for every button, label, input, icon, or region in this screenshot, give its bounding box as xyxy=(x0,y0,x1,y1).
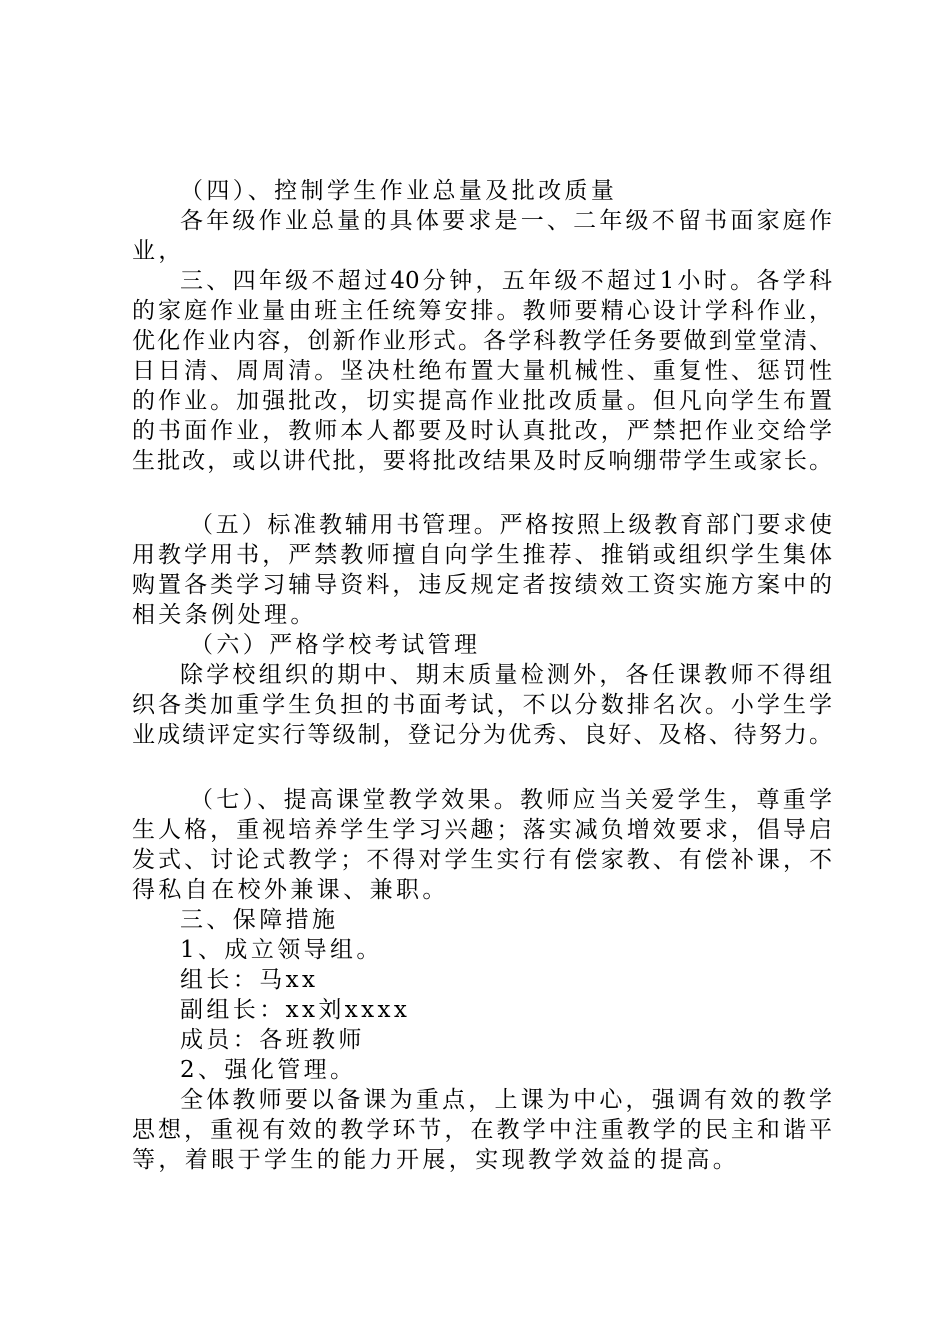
paragraph-line: 业， xyxy=(132,238,185,264)
paragraph-line: 业成绩评定实行等级制，登记分为优秀、良好、及格、待努力。 xyxy=(132,722,832,748)
leader-line: 组长：马xx xyxy=(180,967,319,993)
section-heading-5: （五）标准教辅用书管理。严格按照上级教育部门要求使 xyxy=(190,512,832,538)
section-heading-3: 三、保障措施 xyxy=(180,907,339,933)
paragraph-line: 用教学用书，严禁教师擅自向学生推荐、推销或组织学生集体 xyxy=(132,542,832,568)
paragraph-line: 生人格，重视培养学生学习兴趣；落实减负增效要求，倡导启 xyxy=(132,817,832,843)
section-heading-4: （四）、控制学生作业总量及批改质量 xyxy=(180,178,618,204)
list-item-1: 1、成立领导组。 xyxy=(180,937,383,963)
paragraph-line: 等，着眼于学生的能力开展，实现教学效益的提高。 xyxy=(132,1147,740,1173)
paragraph-line: 各年级作业总量的具体要求是一、二年级不留书面家庭作 xyxy=(180,208,832,234)
paragraph-line: 三、四年级不超过40分钟，五年级不超过1小时。各学科 xyxy=(180,268,832,294)
list-item-2: 2、强化管理。 xyxy=(180,1057,357,1083)
paragraph-line: 购置各类学习辅导资料，违反规定者按绩效工资实施方案中的 xyxy=(132,572,832,598)
paragraph-line: 思想，重视有效的教学环节，在教学中注重教学的民主和谐平 xyxy=(132,1117,832,1143)
section-heading-7: （七）、提高课堂教学效果。教师应当关爱学生，尊重学 xyxy=(190,787,832,813)
paragraph-line: 的书面作业，教师本人都要及时认真批改，严禁把作业交给学 xyxy=(132,418,832,444)
paragraph-line: 的作业。加强批改，切实提高作业批改质量。但凡向学生布置 xyxy=(132,388,832,414)
paragraph-line: 优化作业内容，创新作业形式。各学科教学任务要做到堂堂清、 xyxy=(132,328,832,354)
paragraph-line: 生批改，或以讲代批，要将批改结果及时反响绷带学生或家长。 xyxy=(132,448,832,474)
paragraph-line: 的家庭作业量由班主任统筹安排。教师要精心设计学科作业， xyxy=(132,298,832,324)
paragraph-line: 日日清、周周清。坚决杜绝布置大量机械性、重复性、惩罚性 xyxy=(132,358,832,384)
paragraph-line: 全体教师要以备课为重点，上课为中心，强调有效的教学 xyxy=(180,1087,832,1113)
paragraph-line: 除学校组织的期中、期末质量检测外，各任课教师不得组 xyxy=(180,662,832,688)
paragraph-line: 织各类加重学生负担的书面考试，不以分数排名次。小学生学 xyxy=(132,692,832,718)
paragraph-line: 得私自在校外兼课、兼职。 xyxy=(132,877,449,903)
section-heading-6: （六）严格学校考试管理 xyxy=(190,632,481,658)
paragraph-line: 发式、讨论式教学；不得对学生实行有偿家教、有偿补课，不 xyxy=(132,847,832,873)
members-line: 成员：各班教师 xyxy=(180,1027,365,1053)
paragraph-line: 相关条例处理。 xyxy=(132,602,317,628)
deputy-leader-line: 副组长：xx刘xxxx xyxy=(180,997,411,1023)
